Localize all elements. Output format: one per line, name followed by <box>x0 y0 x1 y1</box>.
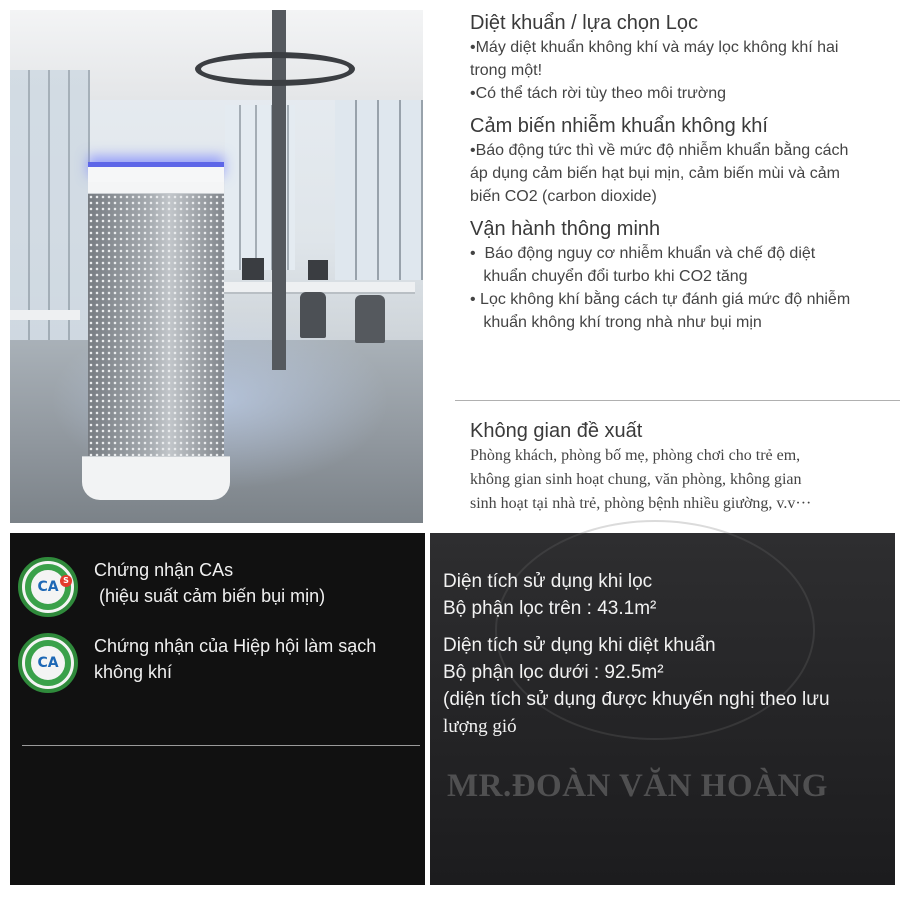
cert-subtitle: (hiệu suất cảm biến bụi mịn) <box>94 586 326 606</box>
recommended-text: không gian sinh hoạt chung, văn phòng, không gian <box>470 471 802 488</box>
feature-text: •Báo động tức thì về mức độ nhiễm khuẩn bằng cách <box>470 142 849 159</box>
product-photo <box>10 10 423 523</box>
feature-text: •Máy diệt khuẩn không khí và máy lọc không khí hai <box>470 39 839 56</box>
feature-text: •Có thể tách rời tùy theo môi trường <box>470 85 727 102</box>
cert-subtitle: không khí <box>94 662 173 682</box>
office-chair <box>355 295 385 343</box>
recommended-heading: Không gian đề xuất <box>470 420 643 442</box>
recommended-text: Phòng khách, phòng bố mẹ, phòng chơi cho trẻ em, <box>470 447 801 464</box>
section-divider <box>22 745 420 746</box>
control-panel <box>88 182 224 194</box>
watermark-text: MR.ĐOÀN VĂN HOÀNG <box>447 768 828 804</box>
office-chair <box>300 292 326 338</box>
window-wall <box>10 70 90 370</box>
desk <box>10 310 80 320</box>
feature-text: biến CO2 (carbon dioxide) <box>470 188 657 205</box>
area-line: lượng gió <box>443 716 517 737</box>
window <box>335 100 423 280</box>
feature-text: trong một! <box>470 62 543 79</box>
clean-air-badge-icon: CA S <box>18 557 78 617</box>
section-divider <box>455 400 900 401</box>
feature-heading: Cảm biến nhiễm khuẩn không khí <box>470 115 768 137</box>
monitor <box>242 258 264 280</box>
usage-area-text <box>443 568 888 740</box>
ceiling-lamp <box>195 52 355 86</box>
clean-air-badge-icon: CA <box>18 633 78 693</box>
area-line: Diện tích sử dụng khi lọc <box>443 571 653 592</box>
feature-text: áp dụng cảm biến hạt bụi mịn, cảm biến mùi và cảm <box>470 165 840 182</box>
feature-text: • Lọc không khí bằng cách tự đánh giá mức độ nhiễm <box>470 291 851 308</box>
cas-certification <box>18 557 325 617</box>
feature-text: khuẩn chuyển đổi turbo khi CO2 tăng <box>470 268 748 285</box>
feature-specs <box>470 10 895 334</box>
cert-title: Chứng nhận CAs <box>94 560 234 580</box>
recommended-spaces <box>470 418 900 516</box>
recommended-text: sinh hoạt tại nhà trẻ, phòng bệnh nhiều giường, v.v··· <box>470 495 812 512</box>
area-line: Bộ phận lọc trên : 43.1m² <box>443 598 657 619</box>
area-line: Diện tích sử dụng khi diệt khuẩn <box>443 635 716 656</box>
purifier-base <box>82 456 230 500</box>
feature-text: • Báo động nguy cơ nhiễm khuẩn và chế độ diệt <box>470 245 816 262</box>
air-purifier <box>82 158 230 500</box>
ca-association-certification <box>18 633 376 693</box>
cert-title: Chứng nhận của Hiệp hội làm sạch <box>94 636 377 656</box>
area-line: (diện tích sử dụng được khuyến nghị theo lưu <box>443 689 830 710</box>
monitor <box>308 260 328 280</box>
feature-text: khuẩn không khí trong nhà như bụi mịn <box>470 314 762 331</box>
filter-mesh <box>88 194 224 456</box>
uv-light-top <box>88 162 224 182</box>
area-line: Bộ phận lọc dưới : 92.5m² <box>443 662 664 683</box>
feature-heading: Diệt khuẩn / lựa chọn Lọc <box>470 12 698 34</box>
feature-heading: Vận hành thông minh <box>470 218 661 240</box>
